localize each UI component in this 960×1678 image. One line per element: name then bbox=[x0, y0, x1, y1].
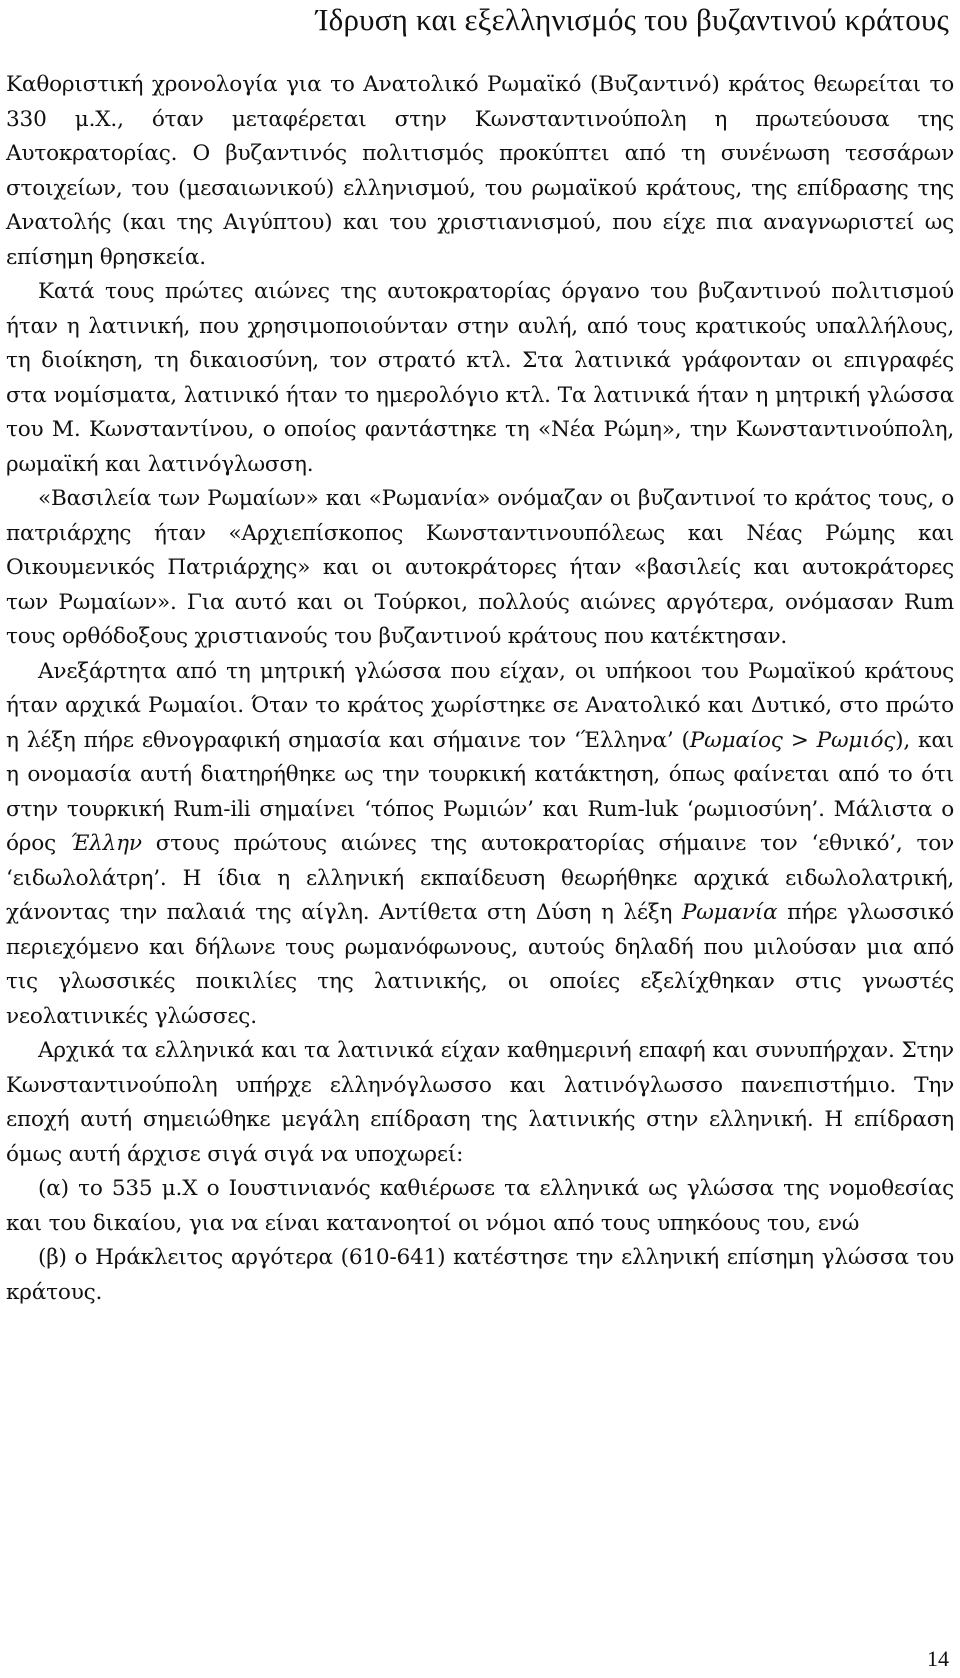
paragraph-6: (α) το 535 μ.Χ ο Ιουστινιανός καθιέρωσε τα ελληνικά ως γλώσσα της νομοθεσίας και του δικαίου, για να είναι κατανοητοί οι νόμοι από τους υπηκόους του, ενώ bbox=[6, 1176, 954, 1236]
page-title: Ίδρυση και εξελληνισμός του βυζαντινού κράτους bbox=[315, 2, 949, 37]
paragraph-4-text-d: πήρε γλωσσικό περιεχόμενο και δήλωνε τους ρωμανόφωνους, αυτούς δηλαδή που μιλούσαν μια από τις γλωσσικές ποικιλίες της λατινικής, οι οποίες εξελίχθηκαν στις γνωστές νεολατινικές γλώσσες. bbox=[6, 900, 954, 1029]
document-body bbox=[6, 68, 954, 1310]
paragraph-4-text-b: ), και η ονομασία αυτή διατηρήθηκε ως την τουρκική κατάκτηση, όπως φαίνεται από το ότι στην τουρκική Rum-ili σημαίνει ‘τόπος Ρωμιών’ και Rum-luk ‘ρωμιοσύνη’. Μάλιστα ο όρος bbox=[6, 727, 954, 856]
paragraph-7: (β) ο Ηράκλειτος αργότερα (610-641) κατέστησε την ελληνική επίσημη γλώσσα του κράτους. bbox=[6, 1245, 954, 1305]
paragraph-4-italic-romania: Ρωμανία bbox=[681, 900, 778, 925]
paragraph-4-italic-ellin: Έλλην bbox=[69, 831, 142, 856]
paragraph-4-italic-romios: Ρωμιός bbox=[816, 727, 896, 753]
page-number: 14 bbox=[927, 1646, 949, 1671]
paragraph-1: Καθοριστική χρονολογία για το Ανατολικό Ρωμαϊκό (Βυζαντινό) κράτος θεωρείται το 330 μ.Χ., όταν μεταφέρεται στην Κωνσταντινούπολη η πρωτεύουσα της Αυτοκρατορίας. Ο βυζαντινός πολιτισμός προκύπτει από τη συνένωση τεσσάρων στοιχείων, του (μεσαιωνικού) ελληνισμού, του ρωμαϊκού κράτους, της επίδρασης της Ανατολής (και της Αιγύπτου) και του χριστιανισμού, που είχε πια αναγνωριστεί ως επίσημη θρησκεία. bbox=[6, 72, 954, 270]
paragraph-4-text-c: στους πρώτους αιώνες της αυτοκρατορίας σήμαινε τον ‘εθνικό’, τον ‘ειδωλολάτρη’. Η ίδια η ελληνική εκπαίδευση θεωρήθηκε αρχικά ειδωλολατρική, χάνοντας την παλαιά της αίγλη. Αντίθετα στη Δύση η λέξη bbox=[6, 831, 954, 925]
paragraph-2: Κατά τους πρώτες αιώνες της αυτοκρατορίας όργανο του βυζαντινού πολιτισμού ήταν η λατινική, που χρησιμοποιούνταν στην αυλή, από τους κρατικούς υπαλλήλους, τη διοίκηση, τη δικαιοσύνη, τον στρατό κτλ. Στα λατινικά γράφονταν οι επιγραφές στα νομίσματα, λατινικό ήταν το ημερολόγιο κτλ. Τα λατινικά ήταν η μητρική γλώσσα του Μ. Κωνσταντίνου, ο οποίος φαντάστηκε τη «Νέα Ρώμη», την Κωνσταντινούπολη, ρωμαϊκή και λατινόγλωσση. bbox=[6, 279, 954, 477]
paragraph-4-gt: > bbox=[782, 727, 817, 753]
paragraph-4 bbox=[6, 655, 954, 1035]
paragraph-4-italic-romaios: Ρωμαίος bbox=[689, 727, 783, 753]
paragraph-5: Αρχικά τα ελληνικά και τα λατινικά είχαν καθημερινή επαφή και συνυπήρχαν. Στην Κωνσταντινούπολη υπήρχε ελληνόγλωσσο και λατινόγλωσσο πανεπιστήμιο. Την εποχή αυτή σημειώθηκε μεγάλη επίδραση της λατινικής στην ελληνική. Η επίδραση όμως αυτή άρχισε σιγά σιγά να υποχωρεί: bbox=[6, 1038, 954, 1167]
paragraph-3: «Βασιλεία των Ρωμαίων» και «Ρωμανία» ονόμαζαν οι βυζαντινοί το κράτος τους, ο πατριάρχης ήταν «Αρχιεπίσκοπος Κωνσταντινουπόλεως και Νέας Ρώμης και Οικουμενικός Πατριάρχης» και οι αυτοκράτορες ήταν «βασιλείς και αυτοκράτορες των Ρωμαίων». Για αυτό και οι Τούρκοι, πολλούς αιώνες αργότερα, ονόμασαν Rum τους ορθόδοξους χριστιανούς του βυζαντινού κράτους που κατέκτησαν. bbox=[6, 486, 954, 649]
paragraph-4-text-a: Ανεξάρτητα από τη μητρική γλώσσα που είχαν, οι υπήκοοι του Ρωμαϊκού κράτους ήταν αρχικά Ρωμαίοι. Όταν το κράτος χωρίστηκε σε Ανατολικό και Δυτικό, στο πρώτο η λέξη πήρε εθνογραφική σημασία και σήμαινε τον ‘Έλληνα’ ( bbox=[6, 658, 954, 753]
